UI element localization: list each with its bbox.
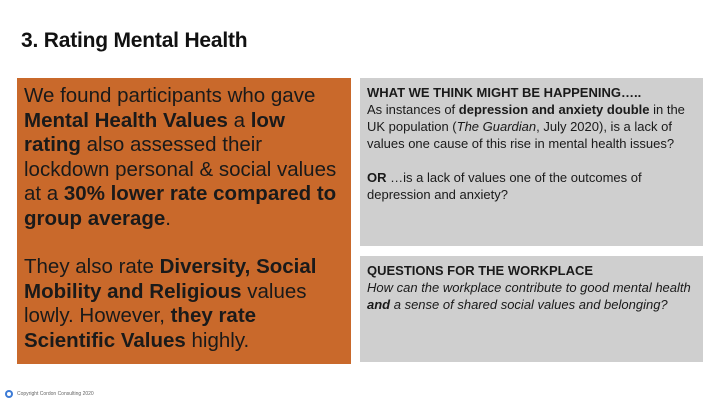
text-run: highly. xyxy=(185,328,250,352)
footer xyxy=(5,390,94,398)
finding-box xyxy=(17,78,351,364)
finding-paragraph-2 xyxy=(24,255,343,353)
copyright-text: Copyright Cordon Consulting 2020 xyxy=(17,391,94,397)
company-logo-icon xyxy=(5,390,13,398)
text-run: . xyxy=(165,206,171,230)
text-run: Mental Health Values xyxy=(24,108,228,132)
text-run: We found participants who gave xyxy=(24,84,316,107)
thinking-paragraph-1 xyxy=(367,101,697,152)
text-run: a sense of shared social values and belonging? xyxy=(390,297,668,312)
text-run: also assessed their lockdown personal & social values at a xyxy=(24,133,337,205)
text-run: OR xyxy=(367,170,387,185)
thinking-heading: WHAT WE THINK MIGHT BE HAPPENING….. xyxy=(367,85,642,100)
workplace-heading: QUESTIONS FOR THE WORKPLACE xyxy=(367,263,594,278)
text-run: they rate Scientific Values xyxy=(24,304,257,352)
text-run: Diversity, Social Mobility and Religious xyxy=(24,255,317,303)
workplace-box xyxy=(360,256,703,362)
text-run: How can the workplace contribute to good mental health xyxy=(367,280,691,295)
text-run: The Guardian xyxy=(456,119,537,134)
thinking-paragraph-2 xyxy=(367,169,697,203)
text-run: As instances of xyxy=(367,102,459,117)
text-run: low rating xyxy=(24,108,285,156)
finding-paragraph-1 xyxy=(24,84,343,231)
workplace-question xyxy=(367,279,697,313)
text-run: They also rate xyxy=(24,255,160,278)
text-run: a xyxy=(227,108,251,132)
slide-title: 3. Rating Mental Health xyxy=(21,29,248,52)
thinking-box xyxy=(360,78,703,246)
text-run: and xyxy=(367,297,391,312)
text-run: values lowly. However, xyxy=(24,279,307,327)
text-run: in the UK population ( xyxy=(367,102,685,134)
text-run: …is a lack of values one of the outcomes of depression and anxiety? xyxy=(367,170,642,202)
text-run: , July 2020), is a lack of values one cause of this rise in mental health issues? xyxy=(367,119,675,151)
text-run: 30% lower rate compared to group average xyxy=(24,182,337,230)
text-run: depression and anxiety double xyxy=(458,102,650,117)
